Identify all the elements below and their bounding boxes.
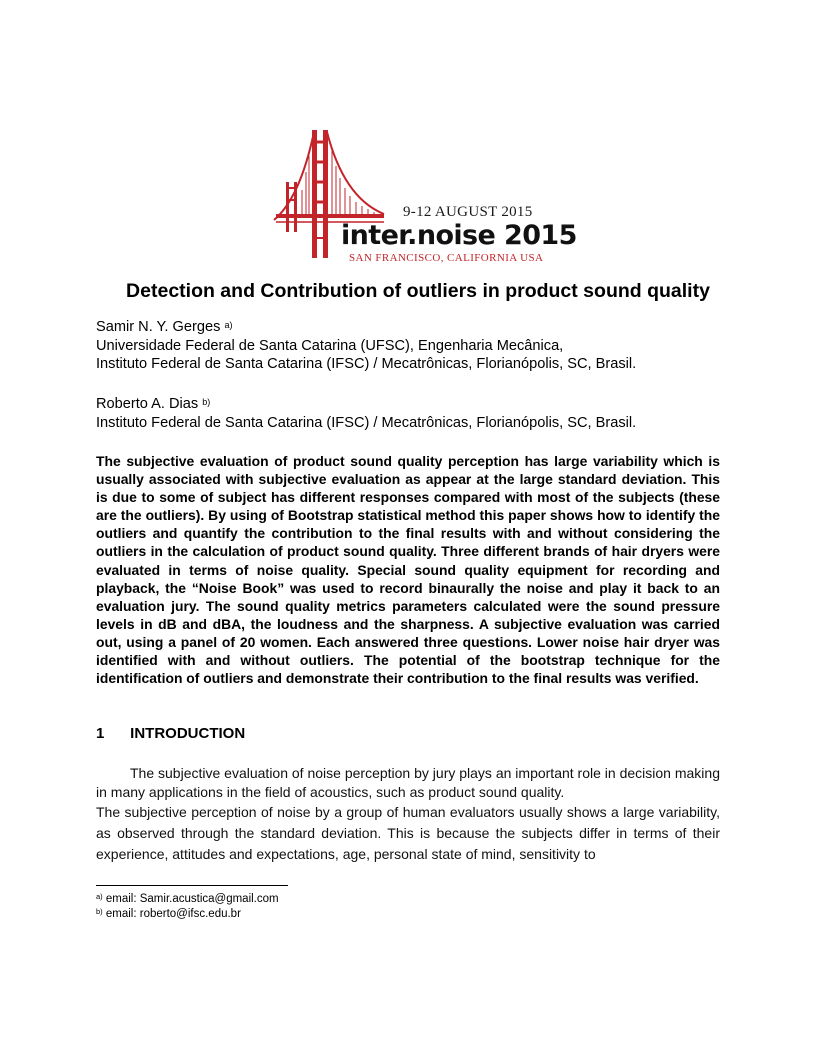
paragraph: The subjective perception of noise by a group of human evaluators usually shows a large variability, as observed through the standard deviation. This is because the subjects differ in terms of their experience, attitudes and expectations, age, personal state of mind, sensitivity to [96, 804, 720, 862]
author-affiliation: Instituto Federal de Santa Catarina (IFSC) / Mecatrônicas, Florianópolis, SC, Brasil. [96, 356, 637, 372]
footnote-text: email: Samir.acustica@gmail.com [105, 893, 279, 905]
author-name [96, 318, 736, 337]
author-name-text: Roberto A. Dias [96, 396, 199, 412]
author-name [96, 395, 736, 414]
author-name-text: Samir N. Y. Gerges [96, 319, 221, 335]
footnotes [96, 892, 279, 922]
paper-title: Detection and Contribution of outliers in product sound quality [126, 280, 710, 302]
section-number: 1 [96, 725, 105, 742]
section-title: INTRODUCTION [130, 725, 246, 742]
footnote [96, 907, 279, 922]
paragraph: The subjective evaluation of noise perception by jury plays an important role in decision making in many applications in the field of acoustics, such as product sound quality. [96, 765, 720, 800]
introduction-body [96, 764, 720, 865]
conference-location: SAN FRANCISCO, CALIFORNIA USA [349, 252, 544, 264]
footnote-mark: b) [96, 907, 103, 916]
footnote-mark: a) [224, 320, 233, 330]
footnote-text: email: roberto@ifsc.edu.br [105, 908, 241, 920]
abstract: The subjective evaluation of product sound quality perception has large variability which is usually associated with subjective evaluation as appear at the large standard deviation. This is due to some of subject has different responses compared with most of the subjects (these are the outliers). By using of Bootstrap statistical method this paper shows how to identify the outliers and quantify the contribution to the final results with and without considering the outliers in the calculation of product sound quality. Three different brands of hair dryers were evaluated in terms of noise quality. Special sound quality equipment for recording and playback, the “Noise Book” was used to record binaurally the noise and play it back to an evaluation jury. The sound quality metrics parameters calculated were the sound pressure levels in dB and dBA, the loudness and the sharpness. A subjective evaluation was carried out, using a panel of 20 women. Each answered three questions. Lower noise hair dryer was identified with and without outliers. The potential of the bootstrap technique for the identification of outliers and demonstrate their contribution to the final results was verified. [96, 453, 720, 687]
footnote-mark: a) [96, 892, 103, 901]
conference-name: inter.noise 2015 [341, 220, 577, 251]
footnote-divider [96, 885, 288, 886]
author-block-1 [96, 318, 736, 373]
author-block-2 [96, 395, 736, 432]
author-affiliation: Instituto Federal de Santa Catarina (IFSC) / Mecatrônicas, Florianópolis, SC, Brasil. [96, 415, 637, 431]
footnote-mark: b) [202, 397, 211, 407]
footnote [96, 892, 279, 907]
conference-date: 9-12 AUGUST 2015 [403, 204, 533, 220]
author-affiliation: Universidade Federal de Santa Catarina (UFSC), Engenharia Mecânica, [96, 338, 564, 354]
section-heading [96, 725, 245, 742]
